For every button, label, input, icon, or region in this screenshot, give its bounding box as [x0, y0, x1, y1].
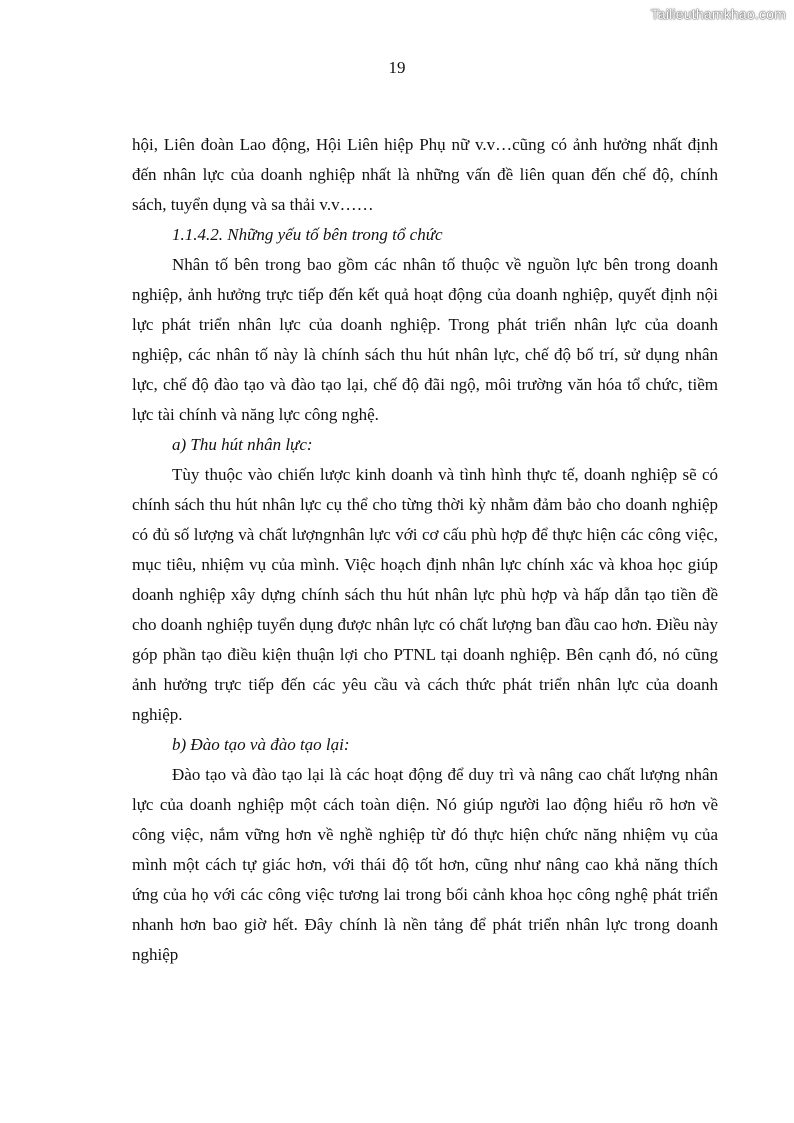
paragraph-internal-factors: Nhân tố bên trong bao gồm các nhân tố thuộc về nguồn lực bên trong doanh nghiệp, ảnh hưởng trực tiếp đến kết quả hoạt động của doanh nghiệp, quyết định nội lực phát triển nhân lực của doanh nghiệp. Trong phát triển nhân lực của doanh nghiệp, các nhân tố này là chính sách thu hút nhân lực, chế độ bố trí, sử dụng nhân lực, chế độ đào tạo và đào tạo lại, chế độ đãi ngộ, môi trường văn hóa tổ chức, tiềm lực tài chính và năng lực công nghệ.	[132, 255, 718, 424]
subheading-attract-talent: a) Thu hút nhân lực:	[172, 435, 313, 454]
watermark-text: Tailieuthamkhao.com	[650, 6, 786, 22]
subheading-training: b) Đào tạo và đào tạo lại:	[172, 735, 350, 754]
page-number: 19	[388, 58, 406, 77]
paragraph-attract-talent: Tùy thuộc vào chiến lược kinh doanh và tình hình thực tế, doanh nghiệp sẽ có chính sách thu hút nhân lực cụ thể cho từng thời kỳ nhằm đảm bảo cho doanh nghiệp có đủ số lượng và chất lượngnhân lực với cơ cấu phù hợp để thực hiện các công việc, mục tiêu, nhiệm vụ của mình. Việc hoạch định nhân lực chính xác và khoa học giúp doanh nghiệp xây dựng chính sách thu hút nhân lực phù hợp và hấp dẫn tạo tiền đề cho doanh nghiệp tuyển dụng được nhân lực có chất lượng ban đầu cao hơn. Điều này góp phần tạo điều kiện thuận lợi cho PTNL tại doanh nghiệp. Bên cạnh đó, nó cũng ảnh hưởng trực tiếp đến các yêu cầu và cách thức phát triển nhân lực của doanh nghiệp.	[132, 465, 718, 724]
paragraph-training: Đào tạo và đào tạo lại là các hoạt động để duy trì và nâng cao chất lượng nhân lực của doanh nghiệp một cách toàn diện. Nó giúp người lao động hiểu rõ hơn về công việc, nắm vững hơn về nghề nghiệp từ đó thực hiện chức năng nhiệm vụ của mình một cách tự giác hơn, với thái độ tốt hơn, cũng như nâng cao khả năng thích ứng của họ với các công việc tương lai trong bối cảnh khoa học công nghệ phát triển nhanh hơn bao giờ hết. Đây chính là nền tảng để phát triển nhân lực trong doanh nghiệp	[132, 765, 718, 964]
document-body	[132, 130, 718, 970]
paragraph-continuation: hội, Liên đoàn Lao động, Hội Liên hiệp Phụ nữ v.v…cũng có ảnh hưởng nhất định đến nhân lực của doanh nghiệp nhất là những vấn đề liên quan đến chế độ, chính sách, tuyển dụng và sa thải v.v……	[132, 135, 718, 214]
section-heading-internal-factors: 1.1.4.2. Những yếu tố bên trong tổ chức	[172, 225, 443, 244]
